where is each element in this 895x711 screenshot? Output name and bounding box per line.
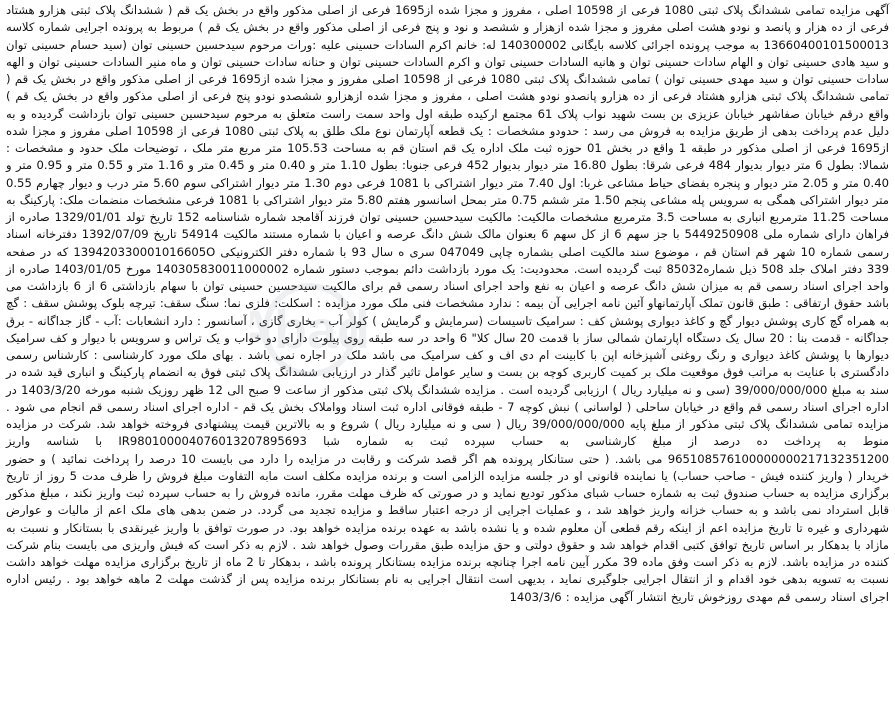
notice-paragraph: آگهی مزایده تمامی ششدانگ پلاک ثبتی 1080 فرعی از 10598 اصلی ، مفروز و مجزا شده از1695 فرعی از اصلی مذکور واقع در بخش یک قم ( ششدانگ پلاک ثبتی هزارو هشتاد فرعی از ده هزار و پانصد و نودو هشت اصلی مفروز و مجزا شده ازهزار و ششصد و نود و پنج فرعی از اصلی مذکور واقع در بخش یک قم ) مربوط به پرونده اجرایی شماره کلاسه 13660400101500013 به موجب پرونده اجرائی کلاسه بایگانی 140300002 له: خانم اکرم السادات حسینی علیه :ورات مرحوم سیدحسین حسینی توان (سید حسام حسینی توان و سید هادی حسینی توان و الهام سادات حسینی توان و هانیه السادات حسینی توان و اکرم السادات حسینی توان و حنانه سادات حسینی توان و ماه منیر السادات حسینی توان و الهه سادات حسینی توان و سید مهدی حسینی توان ) تمامی ششدانگ پلاک ثبتی 1080 فرعی از 10598 اصلی مفروز و مجزا شده از1695 فرعی از اصلی مذکور واقع در بخش یک قم ( تمامی ششدانگ پلاک ثبتی هزارو هشتاد فرعی از ده هزارو پانصدو نودو هشت اصلی ، مفروز و مجزا شده ازهزارو ششصدو نودو پنج فرعی از اصلی مذکور واقع در بخش یک قم ) واقع درقم خیابان صفاشهر خیابان عزیزی بن بست شهید نواب پلاک 61 مجتمع ارکیده طبقه اول واحد سمت راست متعلق به مرحوم سیدحسین حسینی توان بازداشت گردیده و به دلیل عدم پرداخت بدهی از طریق مزایده به فروش می رسد : حدودو مشخصات : یک قطعه آپارتمان نوع ملک طلق به پلاک ثبتی 1080 فرعی از 10598 اصلی مفروز و مجزا شده از1695 فرعی از اصلی مذکور در طبقه 1 واقع در بخش 01 حوزه ثبت ملک اداره یک قم استان قم به مساحت 105.53 متر مربع متر ملک ، توضیحات ملک حدود و مشخصات : شمالا: بطول 6 متر دیوار بدیوار 484 فرعی شرقا: بطول 16.80 متر دیوار بدیوار 452 فرعی جنوبا: بطول 1.10 متر و 0.40 متر و 0.45 متر و 1.16 متر و 0.55 متر و 0.95 متر و 0.40 متر و 2.05 متر دیوار و پنجره بفضای حیاط مشاعی غربا: اول 7.40 متر دیوار اشتراکی با 1081 فرعی دوم 1.30 متر دیوار اشتراکی سوم 5.60 متر درب و دیوار چهارم 0.55 متر دیوار اشتراکی همگی به سرویس پله مشاعی پنجم 1.50 متر ششم 0.75 متر بمحل اسانسور هفتم 5.80 متر دیوار اشتراکی با 1081 فرعی مشخصات منضمات ملک: پارکینگ به مساحت 11.25 مترمربع انباری به مساحت 3.5 مترمربع مشخصات مالکیت: مالکیت سیدحسین حسینی توان فرزند آقامجد شماره شناسنامه 152 تاریخ تولد 1329/01/01 صادره از فراهان دارای شماره ملی 5449250908 با جز سهم 6 از کل سهم 6 بعنوان مالک شش دانگ عرصه و اعیان با شماره مستند مالکیت 54914 تاریخ 1392/07/09 دفترخانه اسناد رسمی شماره 10 شهر قم استان قم ، موضوع سند مالکیت اصلی بشماره چاپی 047049 سری ه سال 93 با شماره دفتر الکترونیکی 139420330001016605O که در صفحه 339 دفتر املاک جلد 508 ذیل شماره85032 ثبت گردیده است. محدودیت: یک مورد بازداشت دائم بموجب دستور شماره 140305830011000002 مورخ 1403/01/05 صادره از واحد اجرای اسناد رسمی قم به میزان شش دانگ عرصه و اعیان به نفع واحد اجرای اسناد رسمی قم برای مالکیت سیدحسین حسینی توان با سهام بازداشتی 6 از 6 بازداشت می باشد حقوق ارتفاقی : طبق قانون تملک آپارتمانهاو آئین نامه اجرایی آن بیمه : ندارد مشخصات فنی ملک مورد مزایده : اسکلت: فلزی نما: سنگ سقف: تیرچه بلوک پوشش سقف : گچ به همراه گچ کاری پوشش دیوار گچ و کاغذ دیواری پوشش کف : سرامیک تاسیسات (سرمایش و گرمایش ) کولر آب - بخاری گازی ، آسانسور : دارد انشعابات :آب - گاز جداگانه - برق جداگانه - قدمت بنا : 20 سال یک دستگاه اپارتمان شمالی ساز با قدمت 20 سال کلا" 6 واحد در سه طبقه روی پیلوت دارای دو خواب و یک تراس و سرویس با دیوار و کف سرامیک دیوارها با پوشش کاغذ دیواری و رنگ روغنی آشپزخانه اپن با کابینت ام دی اف و کف سرامیک می باشد ملک در اجاره نمی باشد . بهای ملک مورد کارشناسی : کارشناس رسمی دادگستری با عنایت به مراتب فوق موقعیت ملک بر کمیت کاربری کوچه بن بست و سایر عوامل تاثیر گذار در ارزیابی ششدانگ پلاک ثبتی فوق به انضمام پارکینگ و انباری قید شده در سند به مبلغ 39/000/000/000 (سی و نه میلیارد ریال ) ارزیابی گردیده است . مزایده ششدانگ پلاک ثبتی مذکور از ساعت 9 صبح الی 12 ظهر روزیک شنبه مورخه 1403/3/20 در اداره اجرای اسناد رسمی قم واقع در خیابان ساحلی ( لواسانی ) نبش کوچه 7 - طبقه فوقانی اداره ثبت اسناد وواملاک بخش یک قم - اداره اجرای اسناد رسمی قم انجام می شود . مزایده تمامی ششدانگ پلاک ثبتی مذکور از مبلغ پایه 39/000/000/000 ریال ( سی و نه میلیارد ریال ) شروع و به بالاترین قیمت پیشنهادی فروخته خواهد شد. شرکت در مزایده منوط به پرداخت ده درصد از مبلغ کارشناسی به حساب سپرده ثبت به شماره شبا IR980100004076013207895693 با شناسه واریز 965108576100000000217132351200 می باشد. ( حتی ستانکار پرونده هم اگر قصد شرکت و رقابت در مزایده را دارد می بایست 10 درصد را پرداخت نمائید ) و حضور خریدار ( واریز کننده فیش - صاحب حساب) یا نماینده قانونی او در جلسه مزایده الزامی است و برنده مزایده مکلف است مابه التفاوت مبلغ فروش را ظرف مدت 5 روز از تاریخ برگزاری مزایده به حساب صندوق ثبت به شماره حساب شبای مذکور تودیع نماید و در صورتی که ظرف مهلت مقرر، مانده فروش را به حساب سپرده ثبت واریز نکند ، مبلغ مذکور قابل استرداد نمی باشد و به حساب خزانه واریز خواهد شد ، و عملیات اجرایی از درجه اعتبار ساقط و مزایده تجدید می گردد. در ضمن بدهی های ملک اعم از مالیات و عوارض شهرداری و غیره تا تاریخ مزایده اعم از اینکه رقم قطعی آن معلوم شده و یا نشده باشد به عهده برنده مزایده خواهد بود. در صورت توافق با واریز غیرنقدی با بستانکار و نسبت به مازاد با بدهکار بر اساس تاریخ توافق کتبی اقدام خواهد شد و حقوق دولتی و حق مزایده طبق مقررات وصول خواهد شد . لازم به ذکر است که فیش واریزی می بایست بنام شرکت کننده در مزایده باشد. لازم به ذکر است وفق ماده 39 مکرر آیین نامه اجرا چنانچه برنده مزایده بستانکار پرونده باشد ، بدهکار تا 2 ماه از تاریخ برگزاری مزایده مهلت خواهد داشت نسبت به تسویه بدهی خود اقدام و از انتقال اجرایی جلوگیری نماید ، بدیهی است انتقال اجرایی به نام بستانکار برنده مزایده پس از گذشت مهلت 2 ماهه خواهد بود . رئیس اداره اجرای اسناد رسمی قم مهدی روزخوش تاریخ انتشار آگهی مزایده : 1403/3/6: [6, 3, 890, 604]
watermark-text: Abad: [250, 300, 370, 360]
auction-notice-text: [6, 2, 889, 606]
